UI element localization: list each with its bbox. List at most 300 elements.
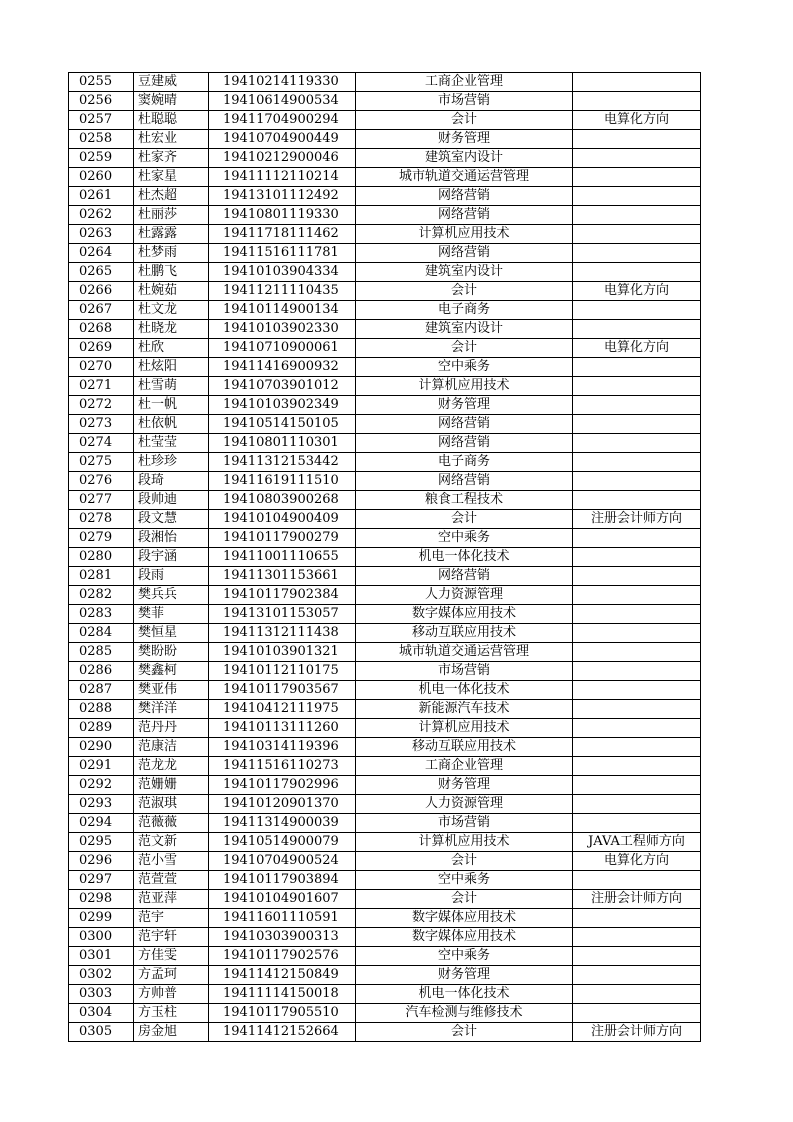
direction-cell bbox=[573, 700, 701, 719]
student-roster-table bbox=[68, 72, 701, 1042]
direction-cell: 注册会计师方向 bbox=[573, 1023, 701, 1042]
student-name-cell: 樊鑫柯 bbox=[134, 662, 209, 681]
direction-cell bbox=[573, 358, 701, 377]
row-number-cell: 0281 bbox=[69, 567, 134, 586]
direction-cell bbox=[573, 453, 701, 472]
student-name-cell: 范康洁 bbox=[134, 738, 209, 757]
table-row bbox=[69, 149, 701, 168]
row-number-cell: 0267 bbox=[69, 301, 134, 320]
student-name-cell: 房金旭 bbox=[134, 1023, 209, 1042]
direction-cell bbox=[573, 776, 701, 795]
table-row bbox=[69, 719, 701, 738]
table-row bbox=[69, 966, 701, 985]
table-row bbox=[69, 871, 701, 890]
direction-cell: 电算化方向 bbox=[573, 282, 701, 301]
direction-cell bbox=[573, 472, 701, 491]
student-name-cell: 段帅迪 bbox=[134, 491, 209, 510]
table-row bbox=[69, 624, 701, 643]
student-name-cell: 杜莹莹 bbox=[134, 434, 209, 453]
row-number-cell: 0280 bbox=[69, 548, 134, 567]
direction-cell bbox=[573, 206, 701, 225]
student-id-cell: 19410103904334 bbox=[209, 263, 356, 282]
table-body bbox=[69, 73, 701, 1042]
student-name-cell: 樊亚伟 bbox=[134, 681, 209, 700]
table-row bbox=[69, 1004, 701, 1023]
row-number-cell: 0286 bbox=[69, 662, 134, 681]
student-id-cell: 19411314900039 bbox=[209, 814, 356, 833]
student-name-cell: 范亚萍 bbox=[134, 890, 209, 909]
student-name-cell: 杜鹏飞 bbox=[134, 263, 209, 282]
direction-cell bbox=[573, 681, 701, 700]
major-cell: 城市轨道交通运营管理 bbox=[356, 643, 573, 662]
direction-cell bbox=[573, 643, 701, 662]
row-number-cell: 0292 bbox=[69, 776, 134, 795]
table-row bbox=[69, 738, 701, 757]
student-id-cell: 19410117900279 bbox=[209, 529, 356, 548]
major-cell: 数字媒体应用技术 bbox=[356, 928, 573, 947]
major-cell: 会计 bbox=[356, 890, 573, 909]
student-id-cell: 19410514150105 bbox=[209, 415, 356, 434]
student-id-cell: 19410704900524 bbox=[209, 852, 356, 871]
table-row bbox=[69, 472, 701, 491]
student-name-cell: 方玉柱 bbox=[134, 1004, 209, 1023]
table-row bbox=[69, 92, 701, 111]
student-name-cell: 范姗姗 bbox=[134, 776, 209, 795]
row-number-cell: 0259 bbox=[69, 149, 134, 168]
major-cell: 电子商务 bbox=[356, 453, 573, 472]
direction-cell bbox=[573, 947, 701, 966]
student-id-cell: 19411301153661 bbox=[209, 567, 356, 586]
student-id-cell: 19411416900932 bbox=[209, 358, 356, 377]
table-row bbox=[69, 833, 701, 852]
major-cell: 网络营销 bbox=[356, 206, 573, 225]
student-id-cell: 19411619111510 bbox=[209, 472, 356, 491]
direction-cell bbox=[573, 434, 701, 453]
row-number-cell: 0261 bbox=[69, 187, 134, 206]
student-id-cell: 19411211110435 bbox=[209, 282, 356, 301]
student-name-cell: 樊菲 bbox=[134, 605, 209, 624]
table-row bbox=[69, 244, 701, 263]
row-number-cell: 0258 bbox=[69, 130, 134, 149]
row-number-cell: 0297 bbox=[69, 871, 134, 890]
student-id-cell: 19410801110301 bbox=[209, 434, 356, 453]
major-cell: 数字媒体应用技术 bbox=[356, 909, 573, 928]
direction-cell bbox=[573, 73, 701, 92]
student-name-cell: 杜家齐 bbox=[134, 149, 209, 168]
student-id-cell: 19410104900409 bbox=[209, 510, 356, 529]
row-number-cell: 0270 bbox=[69, 358, 134, 377]
table-row bbox=[69, 700, 701, 719]
row-number-cell: 0265 bbox=[69, 263, 134, 282]
direction-cell bbox=[573, 149, 701, 168]
direction-cell bbox=[573, 168, 701, 187]
student-id-cell: 19410703901012 bbox=[209, 377, 356, 396]
major-cell: 网络营销 bbox=[356, 567, 573, 586]
direction-cell bbox=[573, 586, 701, 605]
row-number-cell: 0264 bbox=[69, 244, 134, 263]
student-id-cell: 19410303900313 bbox=[209, 928, 356, 947]
table-row bbox=[69, 206, 701, 225]
table-row bbox=[69, 1023, 701, 1042]
row-number-cell: 0275 bbox=[69, 453, 134, 472]
student-id-cell: 19411516110273 bbox=[209, 757, 356, 776]
student-id-cell: 19410117905510 bbox=[209, 1004, 356, 1023]
table-row bbox=[69, 301, 701, 320]
student-name-cell: 杜雪萌 bbox=[134, 377, 209, 396]
direction-cell bbox=[573, 263, 701, 282]
student-id-cell: 19411112110214 bbox=[209, 168, 356, 187]
table-row bbox=[69, 605, 701, 624]
student-name-cell: 杜婉茹 bbox=[134, 282, 209, 301]
table-row bbox=[69, 795, 701, 814]
major-cell: 市场营销 bbox=[356, 92, 573, 111]
student-name-cell: 杜炫阳 bbox=[134, 358, 209, 377]
student-name-cell: 段文慧 bbox=[134, 510, 209, 529]
student-name-cell: 段湘怡 bbox=[134, 529, 209, 548]
student-name-cell: 樊兵兵 bbox=[134, 586, 209, 605]
major-cell: 会计 bbox=[356, 510, 573, 529]
row-number-cell: 0274 bbox=[69, 434, 134, 453]
table-row bbox=[69, 453, 701, 472]
row-number-cell: 0299 bbox=[69, 909, 134, 928]
student-name-cell: 段宇涵 bbox=[134, 548, 209, 567]
student-name-cell: 范萱萱 bbox=[134, 871, 209, 890]
table-row bbox=[69, 909, 701, 928]
major-cell: 工商企业管理 bbox=[356, 757, 573, 776]
direction-cell bbox=[573, 567, 701, 586]
direction-cell bbox=[573, 985, 701, 1004]
row-number-cell: 0303 bbox=[69, 985, 134, 1004]
student-name-cell: 杜文龙 bbox=[134, 301, 209, 320]
major-cell: 会计 bbox=[356, 111, 573, 130]
major-cell: 网络营销 bbox=[356, 244, 573, 263]
direction-cell bbox=[573, 909, 701, 928]
major-cell: 空中乘务 bbox=[356, 947, 573, 966]
table-row bbox=[69, 111, 701, 130]
direction-cell bbox=[573, 548, 701, 567]
row-number-cell: 0260 bbox=[69, 168, 134, 187]
table-row bbox=[69, 890, 701, 909]
table-row bbox=[69, 586, 701, 605]
row-number-cell: 0288 bbox=[69, 700, 134, 719]
student-id-cell: 19411718111462 bbox=[209, 225, 356, 244]
row-number-cell: 0296 bbox=[69, 852, 134, 871]
major-cell: 计算机应用技术 bbox=[356, 377, 573, 396]
major-cell: 机电一体化技术 bbox=[356, 548, 573, 567]
student-id-cell: 19410314119396 bbox=[209, 738, 356, 757]
student-id-cell: 19411114150018 bbox=[209, 985, 356, 1004]
student-name-cell: 杜聪聪 bbox=[134, 111, 209, 130]
student-name-cell: 樊盼盼 bbox=[134, 643, 209, 662]
student-id-cell: 19410212900046 bbox=[209, 149, 356, 168]
student-name-cell: 杜家星 bbox=[134, 168, 209, 187]
major-cell: 市场营销 bbox=[356, 662, 573, 681]
student-name-cell: 范文新 bbox=[134, 833, 209, 852]
major-cell: 数字媒体应用技术 bbox=[356, 605, 573, 624]
table-row bbox=[69, 928, 701, 947]
student-name-cell: 樊洋洋 bbox=[134, 700, 209, 719]
student-id-cell: 19410112110175 bbox=[209, 662, 356, 681]
major-cell: 空中乘务 bbox=[356, 871, 573, 890]
major-cell: 会计 bbox=[356, 852, 573, 871]
major-cell: 人力资源管理 bbox=[356, 795, 573, 814]
student-id-cell: 19410117902384 bbox=[209, 586, 356, 605]
table-row bbox=[69, 396, 701, 415]
direction-cell: 电算化方向 bbox=[573, 852, 701, 871]
row-number-cell: 0272 bbox=[69, 396, 134, 415]
table-row bbox=[69, 73, 701, 92]
direction-cell bbox=[573, 719, 701, 738]
student-name-cell: 方孟珂 bbox=[134, 966, 209, 985]
direction-cell bbox=[573, 605, 701, 624]
direction-cell bbox=[573, 738, 701, 757]
major-cell: 财务管理 bbox=[356, 396, 573, 415]
student-id-cell: 19410710900061 bbox=[209, 339, 356, 358]
major-cell: 机电一体化技术 bbox=[356, 681, 573, 700]
table-row bbox=[69, 643, 701, 662]
direction-cell bbox=[573, 928, 701, 947]
table-row bbox=[69, 377, 701, 396]
row-number-cell: 0269 bbox=[69, 339, 134, 358]
direction-cell bbox=[573, 92, 701, 111]
major-cell: 财务管理 bbox=[356, 966, 573, 985]
direction-cell bbox=[573, 871, 701, 890]
student-id-cell: 19410614900534 bbox=[209, 92, 356, 111]
row-number-cell: 0262 bbox=[69, 206, 134, 225]
major-cell: 移动互联应用技术 bbox=[356, 624, 573, 643]
table-row bbox=[69, 529, 701, 548]
direction-cell bbox=[573, 415, 701, 434]
row-number-cell: 0293 bbox=[69, 795, 134, 814]
direction-cell bbox=[573, 320, 701, 339]
table-row bbox=[69, 985, 701, 1004]
major-cell: 汽车检测与维修技术 bbox=[356, 1004, 573, 1023]
row-number-cell: 0301 bbox=[69, 947, 134, 966]
major-cell: 建筑室内设计 bbox=[356, 320, 573, 339]
table-row bbox=[69, 776, 701, 795]
row-number-cell: 0298 bbox=[69, 890, 134, 909]
row-number-cell: 0256 bbox=[69, 92, 134, 111]
direction-cell bbox=[573, 1004, 701, 1023]
major-cell: 工商企业管理 bbox=[356, 73, 573, 92]
student-id-cell: 19411312111438 bbox=[209, 624, 356, 643]
row-number-cell: 0271 bbox=[69, 377, 134, 396]
student-name-cell: 豆建威 bbox=[134, 73, 209, 92]
direction-cell bbox=[573, 244, 701, 263]
direction-cell bbox=[573, 396, 701, 415]
major-cell: 电子商务 bbox=[356, 301, 573, 320]
student-id-cell: 19413101153057 bbox=[209, 605, 356, 624]
student-id-cell: 19410117902576 bbox=[209, 947, 356, 966]
row-number-cell: 0266 bbox=[69, 282, 134, 301]
major-cell: 网络营销 bbox=[356, 434, 573, 453]
direction-cell bbox=[573, 795, 701, 814]
table-row bbox=[69, 187, 701, 206]
student-id-cell: 19411704900294 bbox=[209, 111, 356, 130]
row-number-cell: 0268 bbox=[69, 320, 134, 339]
student-id-cell: 19411601110591 bbox=[209, 909, 356, 928]
student-id-cell: 19410801119330 bbox=[209, 206, 356, 225]
direction-cell bbox=[573, 662, 701, 681]
direction-cell bbox=[573, 491, 701, 510]
major-cell: 计算机应用技术 bbox=[356, 833, 573, 852]
major-cell: 新能源汽车技术 bbox=[356, 700, 573, 719]
table-row bbox=[69, 947, 701, 966]
student-name-cell: 段琦 bbox=[134, 472, 209, 491]
major-cell: 会计 bbox=[356, 282, 573, 301]
major-cell: 空中乘务 bbox=[356, 529, 573, 548]
student-id-cell: 19413101112492 bbox=[209, 187, 356, 206]
student-name-cell: 樊恒星 bbox=[134, 624, 209, 643]
student-id-cell: 19410114900134 bbox=[209, 301, 356, 320]
row-number-cell: 0278 bbox=[69, 510, 134, 529]
student-name-cell: 杜晓龙 bbox=[134, 320, 209, 339]
student-id-cell: 19411001110655 bbox=[209, 548, 356, 567]
student-id-cell: 19410103902330 bbox=[209, 320, 356, 339]
student-name-cell: 范龙龙 bbox=[134, 757, 209, 776]
student-name-cell: 范宇轩 bbox=[134, 928, 209, 947]
student-id-cell: 19411412152664 bbox=[209, 1023, 356, 1042]
table-row bbox=[69, 130, 701, 149]
row-number-cell: 0305 bbox=[69, 1023, 134, 1042]
row-number-cell: 0304 bbox=[69, 1004, 134, 1023]
table-row bbox=[69, 168, 701, 187]
major-cell: 建筑室内设计 bbox=[356, 149, 573, 168]
student-name-cell: 杜露露 bbox=[134, 225, 209, 244]
major-cell: 城市轨道交通运营管理 bbox=[356, 168, 573, 187]
direction-cell bbox=[573, 130, 701, 149]
direction-cell bbox=[573, 624, 701, 643]
direction-cell: 电算化方向 bbox=[573, 111, 701, 130]
student-id-cell: 19410412111975 bbox=[209, 700, 356, 719]
student-name-cell: 范小雪 bbox=[134, 852, 209, 871]
table-row bbox=[69, 434, 701, 453]
table-row bbox=[69, 415, 701, 434]
direction-cell bbox=[573, 757, 701, 776]
direction-cell bbox=[573, 966, 701, 985]
table-row bbox=[69, 548, 701, 567]
major-cell: 计算机应用技术 bbox=[356, 719, 573, 738]
row-number-cell: 0285 bbox=[69, 643, 134, 662]
student-id-cell: 19410117902996 bbox=[209, 776, 356, 795]
row-number-cell: 0283 bbox=[69, 605, 134, 624]
major-cell: 建筑室内设计 bbox=[356, 263, 573, 282]
major-cell: 机电一体化技术 bbox=[356, 985, 573, 1004]
table-row bbox=[69, 567, 701, 586]
row-number-cell: 0282 bbox=[69, 586, 134, 605]
student-id-cell: 19410704900449 bbox=[209, 130, 356, 149]
direction-cell: 注册会计师方向 bbox=[573, 510, 701, 529]
student-id-cell: 19410113111260 bbox=[209, 719, 356, 738]
row-number-cell: 0255 bbox=[69, 73, 134, 92]
table-row bbox=[69, 681, 701, 700]
student-name-cell: 杜依帆 bbox=[134, 415, 209, 434]
direction-cell bbox=[573, 814, 701, 833]
student-id-cell: 19410120901370 bbox=[209, 795, 356, 814]
major-cell: 网络营销 bbox=[356, 472, 573, 491]
direction-cell bbox=[573, 529, 701, 548]
student-id-cell: 19410104901607 bbox=[209, 890, 356, 909]
row-number-cell: 0300 bbox=[69, 928, 134, 947]
direction-cell bbox=[573, 301, 701, 320]
row-number-cell: 0291 bbox=[69, 757, 134, 776]
student-name-cell: 杜宏业 bbox=[134, 130, 209, 149]
table-row bbox=[69, 510, 701, 529]
student-id-cell: 19410117903567 bbox=[209, 681, 356, 700]
table-row bbox=[69, 757, 701, 776]
major-cell: 会计 bbox=[356, 1023, 573, 1042]
row-number-cell: 0279 bbox=[69, 529, 134, 548]
student-id-cell: 19410117903894 bbox=[209, 871, 356, 890]
student-name-cell: 范宇 bbox=[134, 909, 209, 928]
table-row bbox=[69, 282, 701, 301]
major-cell: 粮食工程技术 bbox=[356, 491, 573, 510]
student-name-cell: 方帅普 bbox=[134, 985, 209, 1004]
major-cell: 会计 bbox=[356, 339, 573, 358]
table-row bbox=[69, 358, 701, 377]
student-name-cell: 杜珍珍 bbox=[134, 453, 209, 472]
student-id-cell: 19411516111781 bbox=[209, 244, 356, 263]
student-id-cell: 19410803900268 bbox=[209, 491, 356, 510]
table-row bbox=[69, 814, 701, 833]
table-row bbox=[69, 263, 701, 282]
major-cell: 人力资源管理 bbox=[356, 586, 573, 605]
student-id-cell: 19410214119330 bbox=[209, 73, 356, 92]
direction-cell: JAVA工程师方向 bbox=[573, 833, 701, 852]
row-number-cell: 0287 bbox=[69, 681, 134, 700]
student-name-cell: 杜欣 bbox=[134, 339, 209, 358]
row-number-cell: 0290 bbox=[69, 738, 134, 757]
major-cell: 计算机应用技术 bbox=[356, 225, 573, 244]
direction-cell bbox=[573, 225, 701, 244]
student-id-cell: 19410103902349 bbox=[209, 396, 356, 415]
student-name-cell: 范薇薇 bbox=[134, 814, 209, 833]
major-cell: 空中乘务 bbox=[356, 358, 573, 377]
row-number-cell: 0273 bbox=[69, 415, 134, 434]
student-name-cell: 杜梦雨 bbox=[134, 244, 209, 263]
row-number-cell: 0302 bbox=[69, 966, 134, 985]
student-id-cell: 19411412150849 bbox=[209, 966, 356, 985]
direction-cell: 电算化方向 bbox=[573, 339, 701, 358]
row-number-cell: 0289 bbox=[69, 719, 134, 738]
table-row bbox=[69, 339, 701, 358]
student-name-cell: 范淑琪 bbox=[134, 795, 209, 814]
student-name-cell: 范丹丹 bbox=[134, 719, 209, 738]
table-row bbox=[69, 491, 701, 510]
major-cell: 移动互联应用技术 bbox=[356, 738, 573, 757]
student-name-cell: 杜丽莎 bbox=[134, 206, 209, 225]
student-id-cell: 19410514900079 bbox=[209, 833, 356, 852]
row-number-cell: 0277 bbox=[69, 491, 134, 510]
table-row bbox=[69, 320, 701, 339]
major-cell: 财务管理 bbox=[356, 130, 573, 149]
student-name-cell: 段雨 bbox=[134, 567, 209, 586]
student-name-cell: 窦婉晴 bbox=[134, 92, 209, 111]
row-number-cell: 0257 bbox=[69, 111, 134, 130]
table-row bbox=[69, 662, 701, 681]
student-name-cell: 方佳雯 bbox=[134, 947, 209, 966]
student-name-cell: 杜一帆 bbox=[134, 396, 209, 415]
student-name-cell: 杜杰超 bbox=[134, 187, 209, 206]
student-id-cell: 19410103901321 bbox=[209, 643, 356, 662]
row-number-cell: 0263 bbox=[69, 225, 134, 244]
row-number-cell: 0276 bbox=[69, 472, 134, 491]
major-cell: 网络营销 bbox=[356, 187, 573, 206]
major-cell: 网络营销 bbox=[356, 415, 573, 434]
major-cell: 财务管理 bbox=[356, 776, 573, 795]
student-id-cell: 19411312153442 bbox=[209, 453, 356, 472]
row-number-cell: 0294 bbox=[69, 814, 134, 833]
